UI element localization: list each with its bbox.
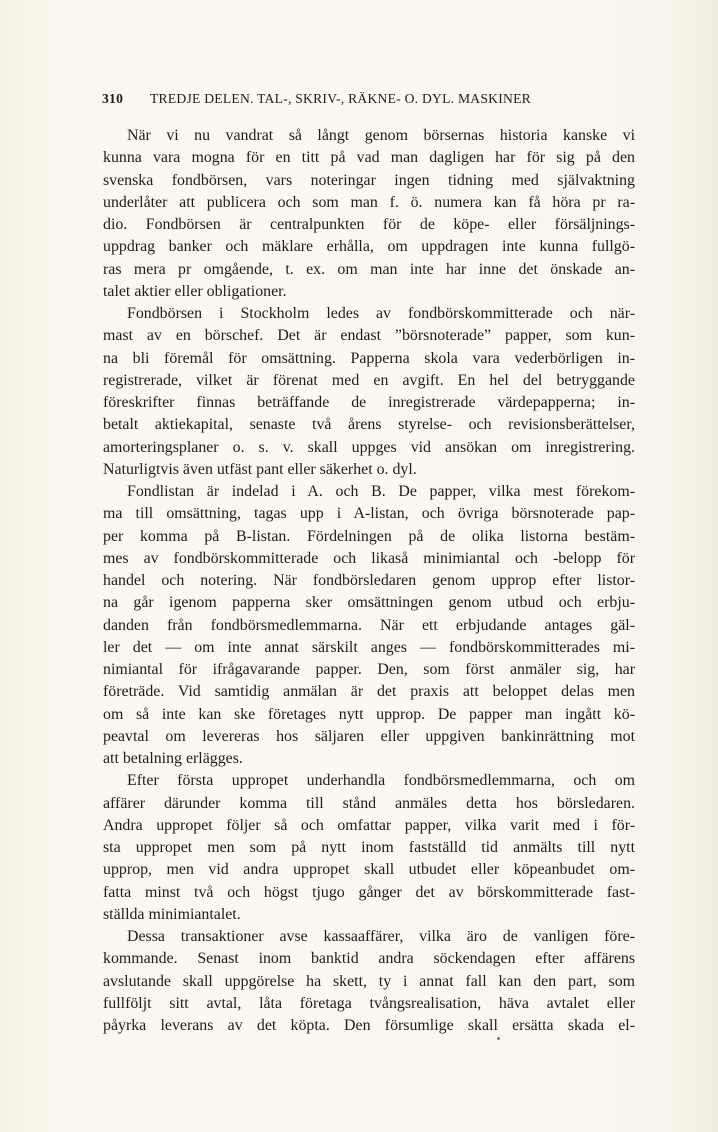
text-line: ras mera pr omgående, t. ex. om man inte har inne det önskade an-	[103, 260, 635, 278]
text-line: När vi nu vandrat så långt genom börsernas historia kanske vi	[127, 127, 635, 144]
text-line: dio. Fondbörsen är centralpunkten för de köpe- eller försäljnings-	[103, 216, 635, 233]
paragraph-5	[103, 926, 635, 1037]
paragraph-4	[103, 770, 635, 926]
text-line: upprop, men vid andra uppropet skall utbudet eller köpeanbudet om-	[103, 861, 635, 879]
text-line: handel och notering. När fondbörsledaren genom upprop efter listor-	[103, 572, 635, 589]
text-line: sta uppropet men som på nytt inom fastställd tid anmälts till nytt	[103, 839, 635, 856]
paragraph-2	[103, 303, 635, 481]
text-line: kommande. Senast inom banktid andra söckendagen efter affärens	[103, 950, 635, 968]
text-line: talet aktier eller obligationer.	[103, 282, 287, 300]
text-line: om så inte kan ske företages nytt upprop. De papper man ingått kö-	[103, 705, 635, 723]
text-line: företräde. Vid samtidig anmälan är det praxis att beloppet delas men	[103, 683, 635, 701]
text-line: fullföljt sitt avtal, låta företaga tvångsrealisation, häva avtalet eller	[103, 994, 635, 1012]
text-line: svenska fondbörsen, vars noteringar ingen tidning med självaktning	[103, 171, 635, 189]
text-line: registrerade, vilket är förenat med en avgift. En hel del betryggande	[103, 371, 635, 389]
text-line: na bli föremål för omsättning. Papperna skola vara vederbörligen in-	[103, 349, 635, 367]
text-line: Fondlistan är indelad i A. och B. De papper, vilka mest förekom-	[127, 483, 635, 500]
page-header	[102, 90, 632, 108]
print-speck	[497, 1037, 500, 1040]
text-line: Efter första uppropet underhandla fondbörsmedlemmarna, och om	[127, 772, 635, 790]
text-line: nimiantal för ifrågavarande papper. Den, som först anmäler sig, har	[103, 661, 635, 678]
text-line: Fondbörsen i Stockholm ledes av fondbörskommitterade och när-	[127, 305, 635, 322]
text-line: ma till omsättning, tagas upp i A-listan, och övriga börsnoterade pap-	[103, 505, 635, 523]
text-line: att betalning erlägges.	[103, 750, 243, 767]
text-line: ler det — om inte annat särskilt anges — fondbörskommitterades mi-	[103, 638, 635, 656]
text-line: betalt aktiekapital, senaste två årens styrelse- och revisionsberättelser,	[103, 416, 635, 434]
text-line: uppdrag banker och mäklare erhålla, om uppdragen inte kunna fullgö-	[103, 238, 635, 256]
paragraph-3	[103, 481, 635, 770]
paragraph-1	[103, 125, 635, 303]
text-line: påyrka leverans av det köpta. Den försumlige skall ersätta skada el-	[103, 1017, 635, 1034]
text-line: Dessa transaktioner avse kassaaffärer, vilka äro de vanligen före-	[127, 928, 635, 945]
body-text	[103, 125, 635, 1037]
text-line: Naturligtvis även utfäst pant eller säkerhet o. dyl.	[103, 460, 417, 478]
text-line: mes av fondbörskommitterade och likaså minimiantal och -belopp för	[103, 549, 635, 567]
text-line: Andra uppropet följer så och omfattar papper, vilka varit med i för-	[103, 816, 635, 834]
text-line: föreskrifter finnas beträffande de inregistrerade värdepapperna; in-	[103, 394, 635, 411]
text-line: peavtal om levereras hos säljaren eller uppgiven bankinrättning mot	[103, 727, 635, 745]
text-line: mast av en börschef. Det är endast ”börsnoterade” papper, som kun-	[103, 327, 635, 345]
text-line: per komma på B-listan. Fördelningen på de olika listorna bestäm-	[103, 527, 635, 545]
text-line: na går igenom papperna sker omsättningen genom utbud och erbju-	[103, 594, 635, 612]
text-line: amorteringsplaner o. s. v. skall uppges vid ansökan om inregistrering.	[103, 438, 635, 456]
text-line: ställda minimiantalet.	[103, 905, 241, 923]
text-line: fatta minst två och högst tjugo gånger det av börskommitterade fast-	[103, 883, 635, 901]
running-title: TREDJE DELEN. TAL-, SKRIV-, RÄKNE- O. DYL. MASKINER	[150, 91, 531, 106]
text-line: avslutande skall uppgörelse ha skett, ty i annat fall kan den part, som	[103, 972, 635, 990]
text-line: kunna vara mogna för en titt på vad man dagligen har för sig på den	[103, 149, 635, 167]
text-line: underlåter att publicera och som man f. ö. numera kan få höra pr ra-	[103, 193, 635, 211]
page-number: 310	[102, 91, 124, 106]
text-line: affärer därunder komma till stånd anmäles detta hos börsledaren.	[103, 794, 635, 812]
text-line: danden från fondbörsmedlemmarna. När ett erbjudande antages gäl-	[103, 616, 635, 634]
